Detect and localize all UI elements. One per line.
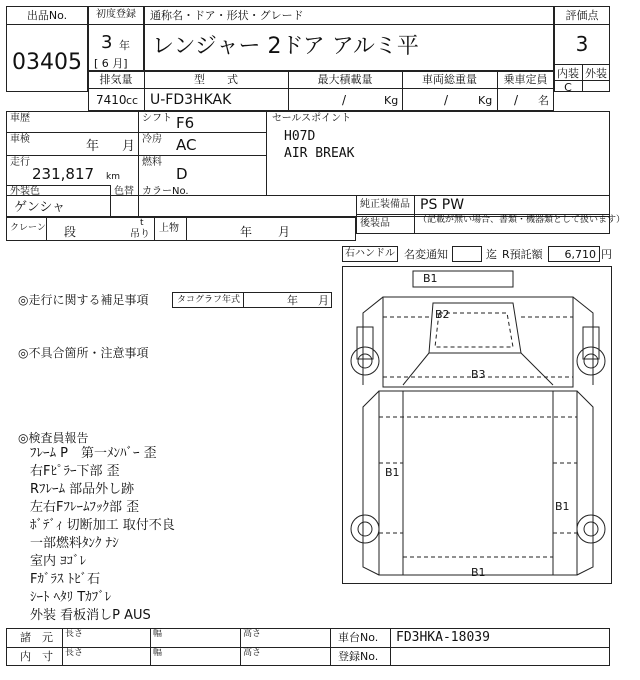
model-label: 型 式 xyxy=(194,73,238,86)
color-code-label: カラーNo. xyxy=(142,186,189,197)
truck-damage-diagram xyxy=(342,266,612,584)
ac: AC xyxy=(176,136,197,154)
interior-length-label: 長さ xyxy=(65,648,84,658)
lot-number-label: 出品No. xyxy=(26,9,68,22)
running-notes-heading: ◎走行に関する補足事項 xyxy=(18,293,149,307)
length-label: 長さ xyxy=(65,629,84,639)
max-load: / xyxy=(342,93,347,107)
chassis-number-label: 車台No. xyxy=(338,631,379,644)
report-line-2: 右Fﾋﾟﾗｰ下部 歪 xyxy=(30,464,120,479)
max-load-unit: Kg xyxy=(384,94,399,107)
crane-stage-unit: 段 xyxy=(64,225,77,239)
interior-dimensions-label: 内 寸 xyxy=(20,650,53,663)
inspection-month-unit: 月 xyxy=(122,139,136,154)
mileage: 231,817 xyxy=(32,165,95,183)
first-registration-month: [ 6 月] xyxy=(94,57,128,70)
interior-grade: C xyxy=(564,81,572,94)
recycle-unit: 円 xyxy=(601,248,612,261)
report-line-7: 室内 ﾖｺﾞﾚ xyxy=(30,554,87,569)
capacity-label: 乗車定員 xyxy=(503,73,548,86)
displacement-unit: cc xyxy=(126,94,139,107)
dimensions-label: 諸 元 xyxy=(20,631,53,644)
aftermarket-note: （記載が無い場合、書類・機器類として扱います） xyxy=(418,215,626,225)
first-registration-year-unit: 年 xyxy=(119,39,130,52)
tachograph-month-unit: 月 xyxy=(318,294,329,307)
body-month-unit: 月 xyxy=(278,225,291,239)
name-change-label: 名変通知 xyxy=(404,248,448,261)
max-load-label: 最大積載量 xyxy=(317,73,373,86)
sales-points-label: セールスポイント xyxy=(272,113,352,124)
damage-label-right-side: B1 xyxy=(555,500,570,513)
mileage-unit: km xyxy=(106,172,120,182)
first-registration-year: 3 xyxy=(101,32,113,53)
lot-number: 03405 xyxy=(12,50,82,75)
defects-heading: ◎不具合箇所・注意事項 xyxy=(18,346,149,360)
fuel: D xyxy=(176,165,188,183)
report-line-6: 一部燃料ﾀﾝｸ ﾅｼ xyxy=(30,536,119,551)
name-change-field xyxy=(452,246,482,262)
score-label: 評価点 xyxy=(565,9,599,22)
exterior-color-label: 外装色 xyxy=(10,186,40,197)
sales-point-1: H07D xyxy=(284,129,316,144)
crane-row xyxy=(6,217,356,241)
inspection-label: 車検 xyxy=(10,134,30,145)
report-line-10: 外装 看板消しP AUS xyxy=(30,608,151,623)
chassis-number: FD3HKA-18039 xyxy=(396,630,490,645)
tachograph-year-unit: 年 xyxy=(287,294,298,307)
damage-label-windshield: B2 xyxy=(435,308,450,321)
height-label: 高さ xyxy=(243,629,262,639)
score-value: 3 xyxy=(575,32,589,56)
interior-height-label: 高さ xyxy=(243,648,262,658)
displacement: 7410 xyxy=(96,93,127,107)
report-line-5: ﾎﾞﾃﾞｨ 切断加工 取付不良 xyxy=(30,518,175,533)
first-registration-label: 初度登録 xyxy=(96,9,136,20)
exterior-color: ゲンシャ xyxy=(14,200,66,215)
report-line-1: ﾌﾚｰﾑ P 第一ﾒﾝﾊﾞｰ 歪 xyxy=(30,446,157,461)
mileage-label: 走行 xyxy=(10,157,30,168)
color-change-label: 色替 xyxy=(114,186,134,197)
body-label: 上物 xyxy=(159,223,179,234)
gross-weight: / xyxy=(444,93,449,107)
report-line-4: 左右Fﾌﾚｰﾑﾌｯｸ部 歪 xyxy=(30,500,140,515)
gross-weight-unit: Kg xyxy=(478,94,493,107)
report-line-3: Rﾌﾚｰﾑ 部品外し跡 xyxy=(30,482,135,497)
rhd-label: 右ハンドル xyxy=(345,248,395,259)
until-label: 迄 xyxy=(486,248,497,261)
inspection-year-unit: 年 xyxy=(86,139,100,154)
car-name-label: 通称名・ドア・形状・グレード xyxy=(150,9,304,22)
exterior-grade-label: 外装 xyxy=(585,67,607,80)
equipment-label: 純正装備品 xyxy=(360,199,410,210)
displacement-label: 排気量 xyxy=(99,73,133,86)
ac-label: 冷房 xyxy=(142,134,162,145)
aftermarket-label: 後装品 xyxy=(360,218,390,229)
inspector-report-heading: ◎検査員報告 xyxy=(18,431,89,445)
fuel-label: 燃料 xyxy=(142,157,162,168)
capacity-unit: 名 xyxy=(538,94,549,107)
report-line-9: ｼｰﾄ ﾍﾀﾘ Tｶﾌﾞﾚ xyxy=(30,590,112,605)
interior-grade-label: 内装 xyxy=(557,67,579,80)
capacity: / xyxy=(514,93,519,107)
crane-hoist-label: 吊り xyxy=(130,229,150,240)
gross-weight-label: 車両総重量 xyxy=(422,73,477,86)
crane-tons-unit: t xyxy=(140,218,144,228)
width-label: 幅 xyxy=(153,629,163,639)
model: U-FD3HKAK xyxy=(150,92,232,108)
truck-outline-svg xyxy=(343,267,613,585)
equipment: PS PW xyxy=(420,197,465,213)
damage-label-front-bumper: B1 xyxy=(423,272,438,285)
report-line-8: Fｶﾞﾗｽ ﾄﾋﾞ石 xyxy=(30,572,101,587)
registration-number-label: 登録No. xyxy=(338,650,379,663)
interior-width-label: 幅 xyxy=(153,648,163,658)
shift-label: シフト xyxy=(142,113,172,124)
damage-label-cab-roof: B3 xyxy=(471,368,486,381)
damage-label-left-side: B1 xyxy=(385,466,400,479)
crane-label: クレーン xyxy=(10,223,46,233)
damage-label-rear: B1 xyxy=(471,566,486,579)
sales-point-2: AIR BREAK xyxy=(284,146,355,161)
car-name: レンジャー 2ドア アルミ平 xyxy=(152,34,419,59)
history-label: 車歴 xyxy=(10,113,30,124)
shift: F6 xyxy=(176,114,195,132)
recycle-amount: 6,710 xyxy=(564,248,596,261)
recycle-label: R預託額 xyxy=(502,248,543,261)
tachograph-label: タコグラフ年式 xyxy=(177,295,241,305)
body-year-unit: 年 xyxy=(240,225,253,239)
